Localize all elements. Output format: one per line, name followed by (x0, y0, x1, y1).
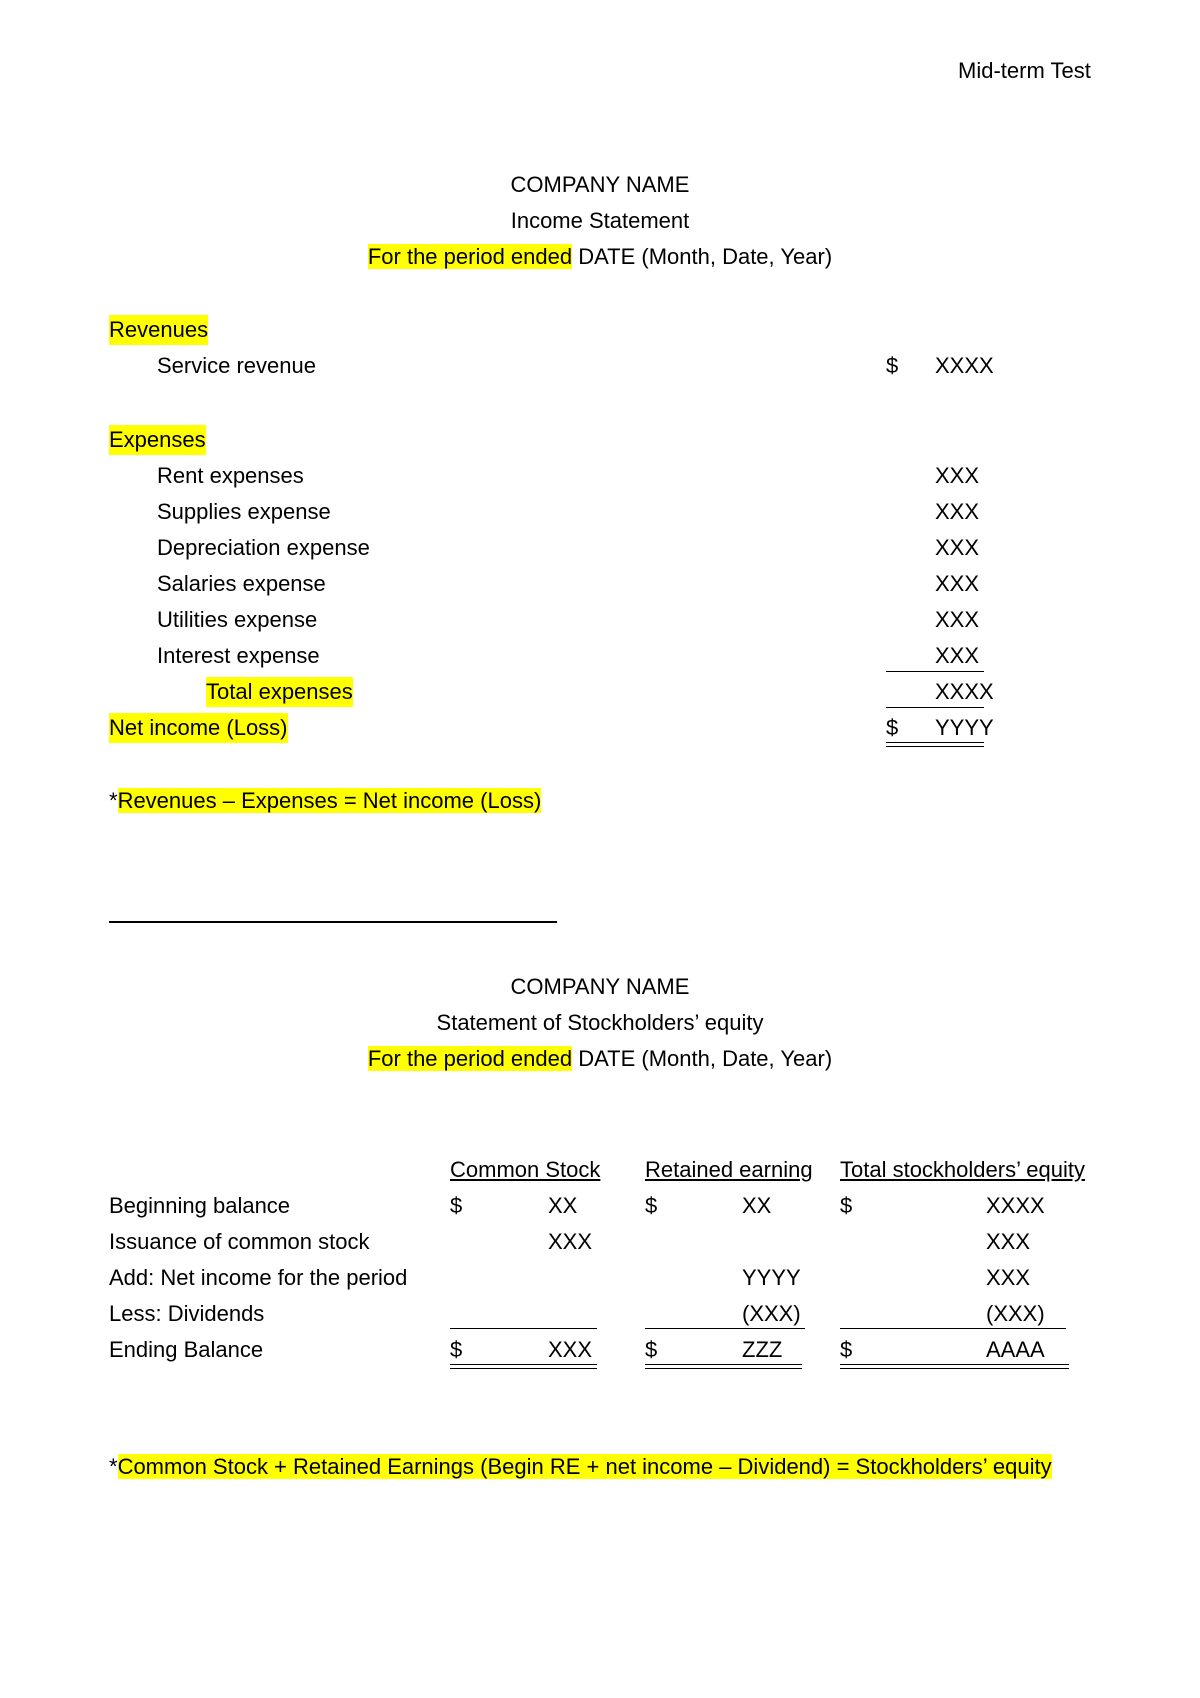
income-period (0, 242, 1200, 272)
expense-label: Depreciation expense (157, 535, 370, 560)
tot-value: AAAA (986, 1337, 1045, 1362)
re-dollar: $ (645, 1337, 658, 1362)
expense-value: XXX (935, 535, 980, 560)
tot-dividends-underline (840, 1328, 1066, 1329)
cs-dollar: $ (450, 1193, 463, 1218)
equity-period-highlight: For the period ended (367, 1046, 573, 1071)
income-formula-text: Revenues – Expenses = Net income (Loss) (117, 788, 542, 813)
net-income-double-underline (886, 742, 984, 747)
net-income-value: YYYY (935, 715, 994, 740)
cs-value: XX (548, 1193, 578, 1218)
re-dividends-underline (645, 1328, 805, 1329)
expense-label: Utilities expense (157, 607, 318, 632)
expense-value: XXX (935, 463, 980, 488)
tot-dollar: $ (840, 1193, 853, 1218)
income-formula-star: * (109, 788, 118, 813)
tot-value: XXXX (986, 1193, 1045, 1218)
expenses-heading: Expenses (109, 425, 206, 455)
re-dollar: $ (645, 1193, 658, 1218)
equity-row-label: Issuance of common stock (109, 1229, 370, 1254)
equity-formula (109, 1452, 1052, 1482)
re-value: ZZZ (742, 1337, 783, 1362)
column-header-total-equity: Total stockholders’ equity (840, 1157, 1085, 1182)
cs-value: XXX (548, 1229, 593, 1254)
income-title: Income Statement (510, 208, 690, 233)
cs-dollar: $ (450, 1337, 463, 1362)
column-header-common-stock: Common Stock (450, 1157, 601, 1182)
total-expenses-underline (886, 707, 984, 708)
equity-row-label: Add: Net income for the period (109, 1265, 408, 1290)
income-formula (109, 786, 541, 816)
cs-dividends-underline (450, 1328, 597, 1329)
income-company-name: COMPANY NAME (510, 172, 690, 197)
doc-label: Mid-term Test (958, 58, 1091, 83)
tot-dollar: $ (840, 1337, 853, 1362)
equity-row-label: Beginning balance (109, 1193, 291, 1218)
total-expenses-value: XXXX (935, 679, 994, 704)
tot-value: XXX (986, 1229, 1031, 1254)
equity-title: Statement of Stockholders’ equity (436, 1010, 764, 1035)
re-value: YYYY (742, 1265, 801, 1290)
revenues-heading: Revenues (109, 315, 208, 345)
income-period-rest: DATE (Month, Date, Year) (572, 244, 833, 269)
re-value: (XXX) (742, 1301, 801, 1326)
service-revenue-dollar: $ (886, 353, 899, 378)
service-revenue-label: Service revenue (157, 353, 316, 378)
tot-value: XXX (986, 1265, 1031, 1290)
expense-value: XXX (935, 499, 980, 524)
expense-label: Salaries expense (157, 571, 326, 596)
equity-formula-text: Common Stock + Retained Earnings (Begin RE + net income – Dividend) = Stockholders’ equity (117, 1454, 1052, 1479)
column-header-retained-earning: Retained earning (645, 1157, 813, 1182)
expense-label: Interest expense (157, 643, 320, 668)
tot-ending-double-underline (840, 1364, 1069, 1369)
section-divider (109, 921, 557, 923)
equity-row-label: Ending Balance (109, 1337, 264, 1362)
cs-ending-double-underline (450, 1364, 597, 1369)
expense-value: XXX (935, 607, 980, 632)
cs-value: XXX (548, 1337, 593, 1362)
interest-underline (886, 671, 984, 672)
equity-row-label: Less: Dividends (109, 1301, 265, 1326)
equity-period (0, 1044, 1200, 1074)
tot-value: (XXX) (986, 1301, 1045, 1326)
equity-formula-star: * (109, 1454, 118, 1479)
re-ending-double-underline (645, 1364, 802, 1369)
service-revenue-value: XXXX (935, 353, 994, 378)
net-income-dollar: $ (886, 715, 899, 740)
net-income-label: Net income (Loss) (109, 713, 288, 743)
income-period-highlight: For the period ended (367, 244, 573, 269)
expense-value: XXX (935, 643, 980, 668)
equity-company-name: COMPANY NAME (510, 974, 690, 999)
equity-period-rest: DATE (Month, Date, Year) (572, 1046, 833, 1071)
expense-label: Rent expenses (157, 463, 304, 488)
expense-label: Supplies expense (157, 499, 331, 524)
expense-value: XXX (935, 571, 980, 596)
total-expenses-label: Total expenses (206, 677, 353, 707)
re-value: XX (742, 1193, 772, 1218)
